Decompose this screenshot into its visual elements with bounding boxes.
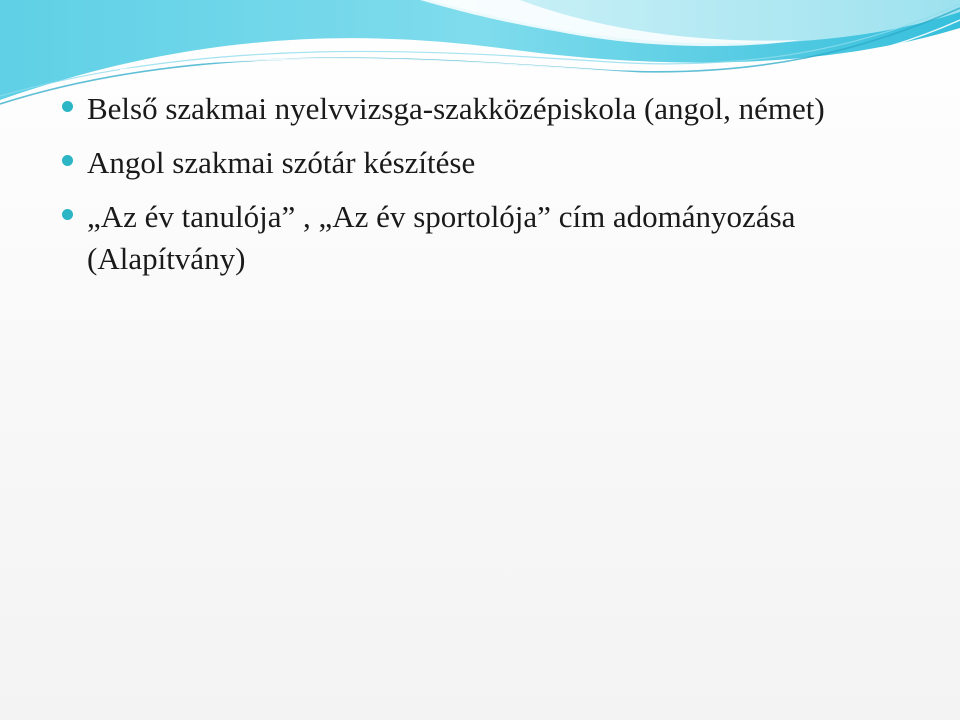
bullet-list: [60, 88, 920, 292]
bullet-text: „Az év tanulója” , „Az év sportolója” cím adományozása (Alapítvány): [87, 199, 796, 276]
bullet-text: Belső szakmai nyelvvizsga-szakközépiskola (angol, német): [87, 91, 825, 126]
bullet-item: [60, 88, 920, 130]
bullet-text: Angol szakmai szótár készítése: [87, 145, 476, 180]
bullet-dot-icon: [62, 209, 73, 220]
bullet-item: [60, 196, 920, 280]
bullet-dot-icon: [62, 101, 73, 112]
bullet-item: [60, 142, 920, 184]
bullet-dot-icon: [62, 155, 73, 166]
